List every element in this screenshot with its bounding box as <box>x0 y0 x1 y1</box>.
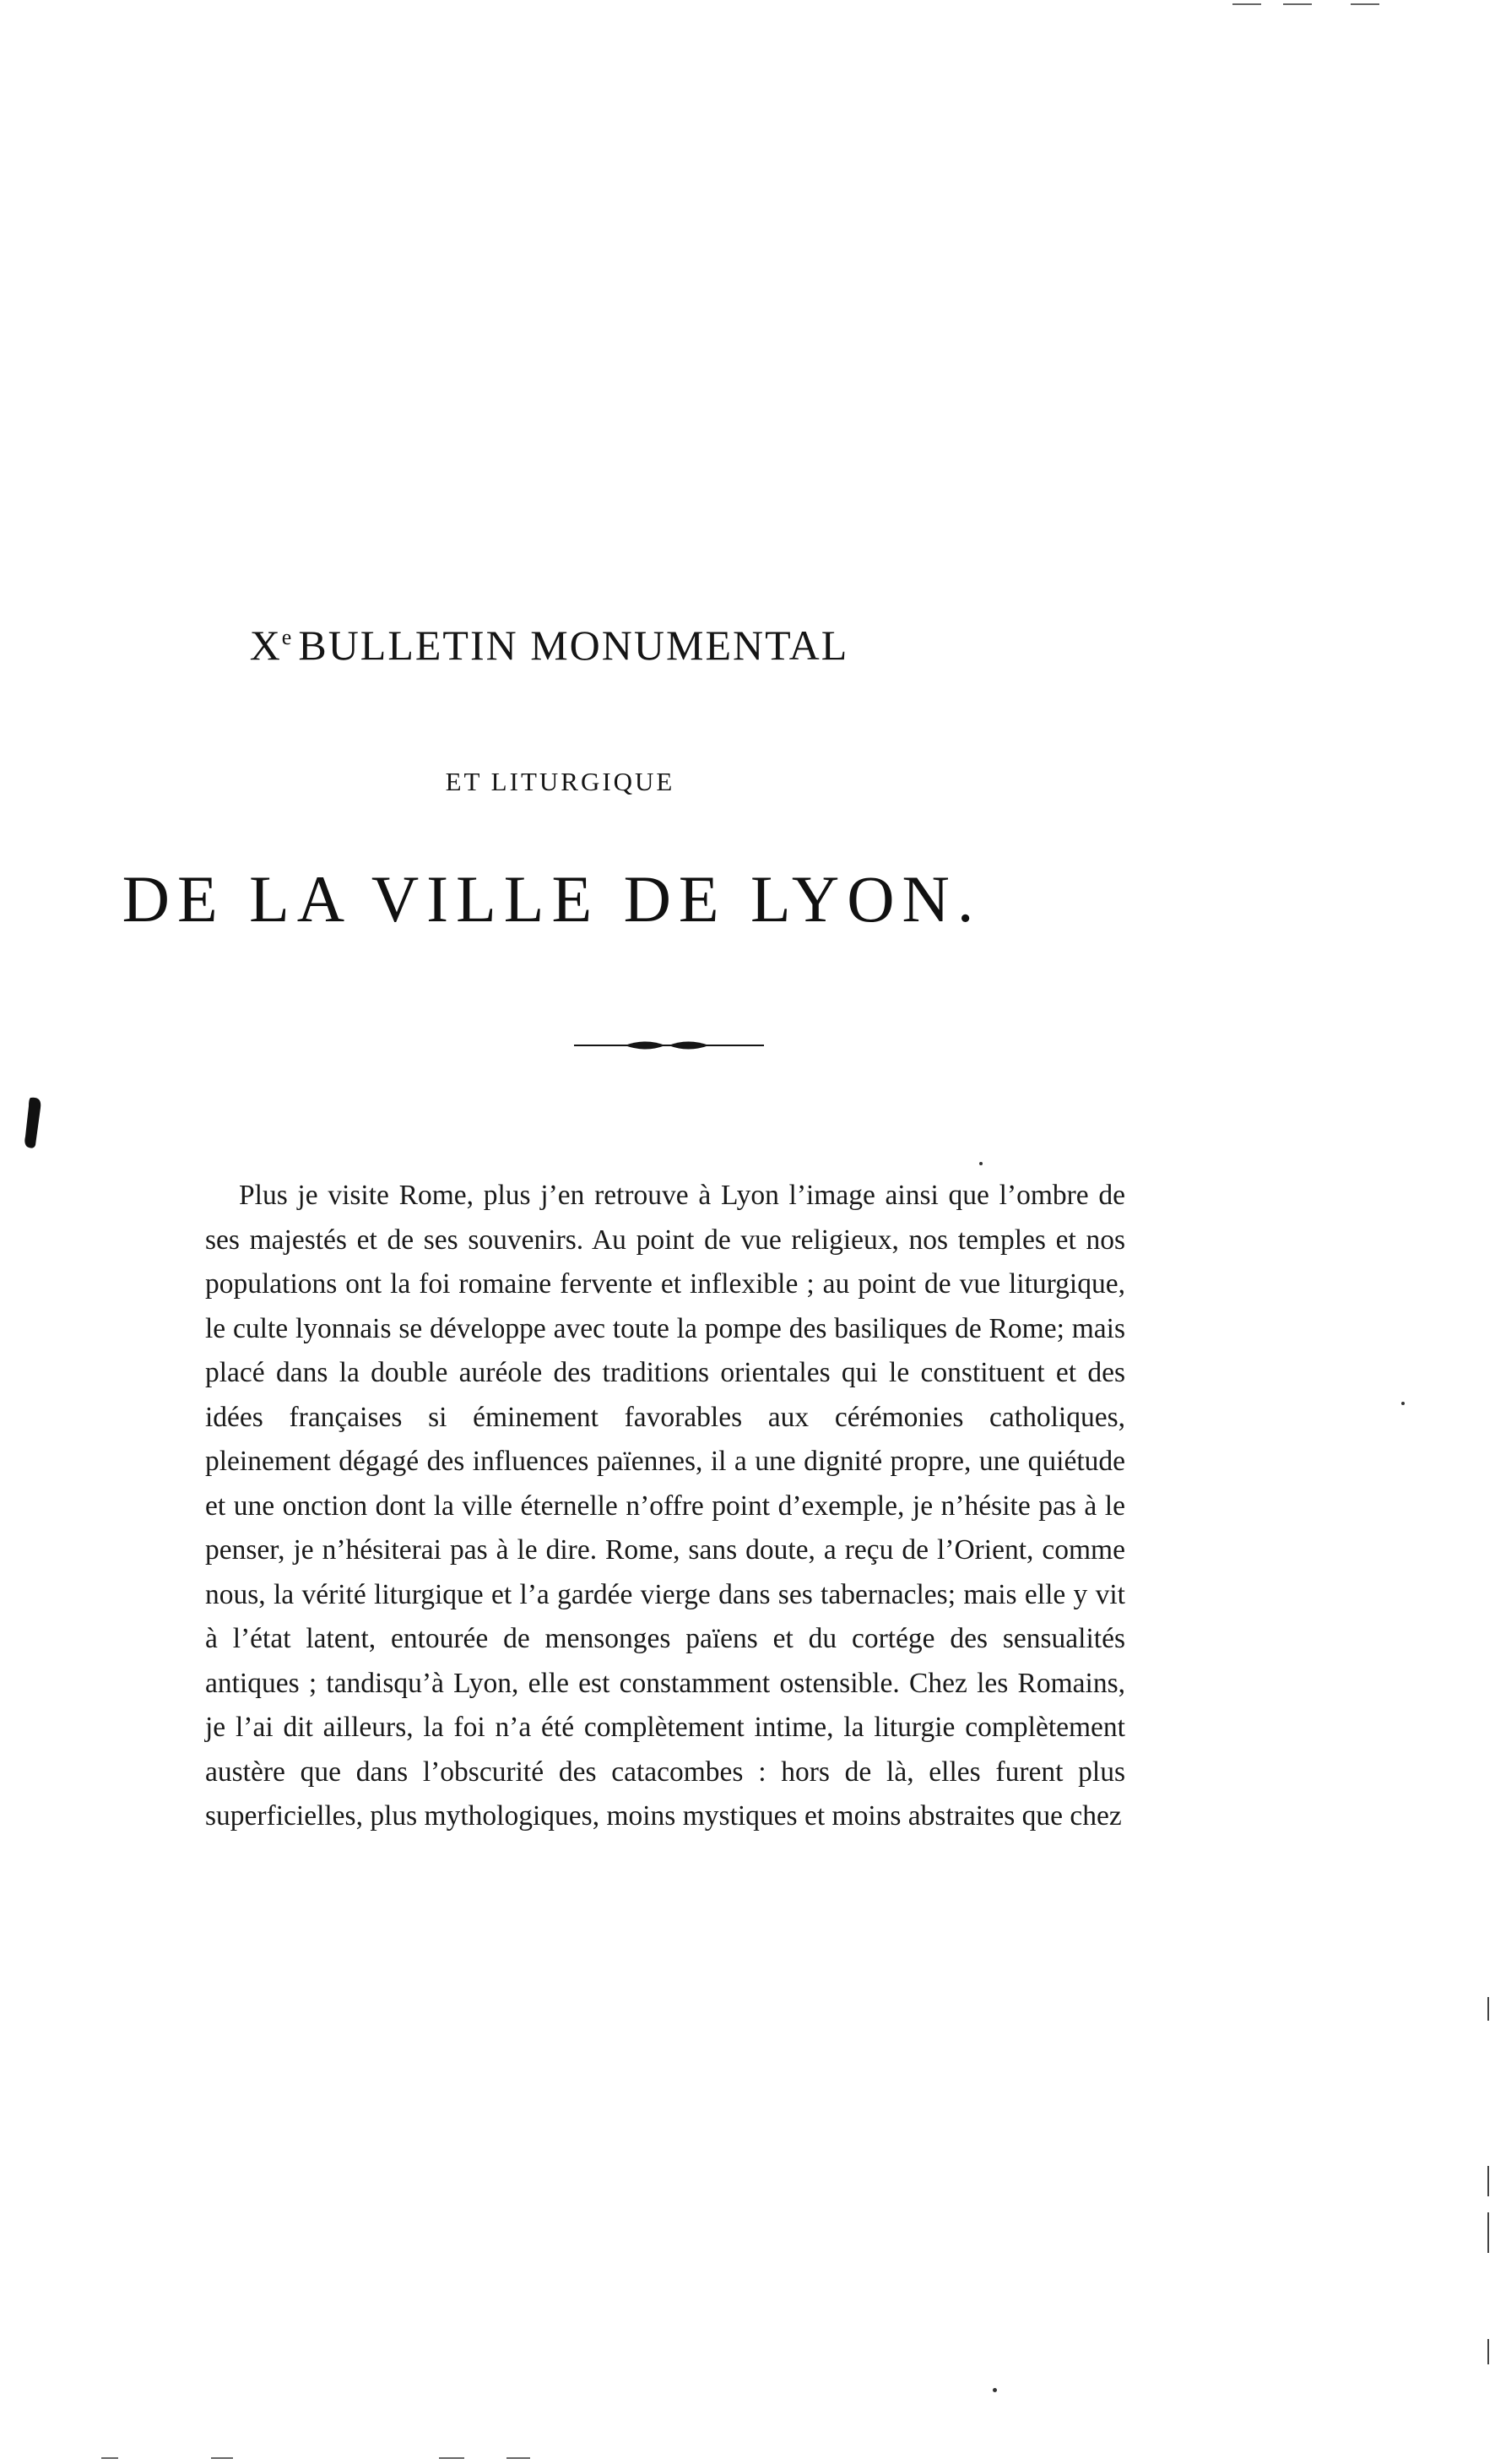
scan-edge-mark <box>506 2457 530 2459</box>
scan-speck <box>993 2388 997 2392</box>
title-superscript: e <box>281 625 294 649</box>
ornament-divider-icon <box>574 1035 764 1056</box>
scan-edge-line <box>1487 2166 1489 2196</box>
scan-edge-mark <box>1232 3 1261 5</box>
margin-ink-mark-icon <box>19 1096 52 1150</box>
scan-speck <box>1401 1402 1405 1405</box>
scan-edge-mark <box>439 2457 464 2459</box>
scan-edge-mark <box>1283 3 1312 5</box>
body-paragraph: Plus je visite Rome, plus j’en retrouve à Lyon l’image ainsi que l’ombre de ses majestés et de ses souvenirs. Au point de vue religieux, nos temples et nos populations ont la foi romaine fervente et inflexible ; au point de vue liturgique, le culte lyonnais se développe avec toute la pompe des basiliques de Rome; mais placé dans la double auréole des traditions orientales qui le constituent et des idées françaises si éminement favorables aux cérémonies catholiques, pleinement dégagé des influences païennes, il a une dignité propre, une quiétude et une onction dont la ville éternelle n’offre point d’exemple, je n’hésite pas à le penser, je n’hésiterai pas à le dire. Rome, sans doute, a reçu de l’Orient, comme nous, la vérité liturgique et l’a gardée vierge dans ses tabernacles; mais elle y vit à l’état latent, entourée de mensonges païens et du cortége des sensualités antiques ; tandisqu’à Lyon, elle est constamment ostensible. Chez les Romains, je l’ai dit ailleurs, la foi n’a été complètement intime, la liturgie complètement austère que dans l’obscurité des catacombes : hors de là, elles furent plus superficielles, plus mythologiques, moins mystiques et moins abstraites que chez <box>205 1180 1125 1832</box>
scan-edge-mark <box>101 2457 118 2459</box>
bulletin-subtitle: ET LITURGIQUE <box>445 767 675 796</box>
scan-edge-mark <box>211 2457 233 2459</box>
scan-edge-line <box>1487 2339 1489 2364</box>
scan-edge-mark <box>1351 3 1379 5</box>
title-prefix: X <box>249 621 282 669</box>
place-title: DE LA VILLE DE LYON. <box>122 862 982 936</box>
bulletin-title <box>0 621 1297 670</box>
scan-edge-line <box>1487 1997 1489 2021</box>
scan-edge-line <box>1487 2212 1489 2253</box>
title-rest: BULLETIN MONUMENTAL <box>298 621 849 669</box>
scan-speck <box>979 1162 983 1165</box>
